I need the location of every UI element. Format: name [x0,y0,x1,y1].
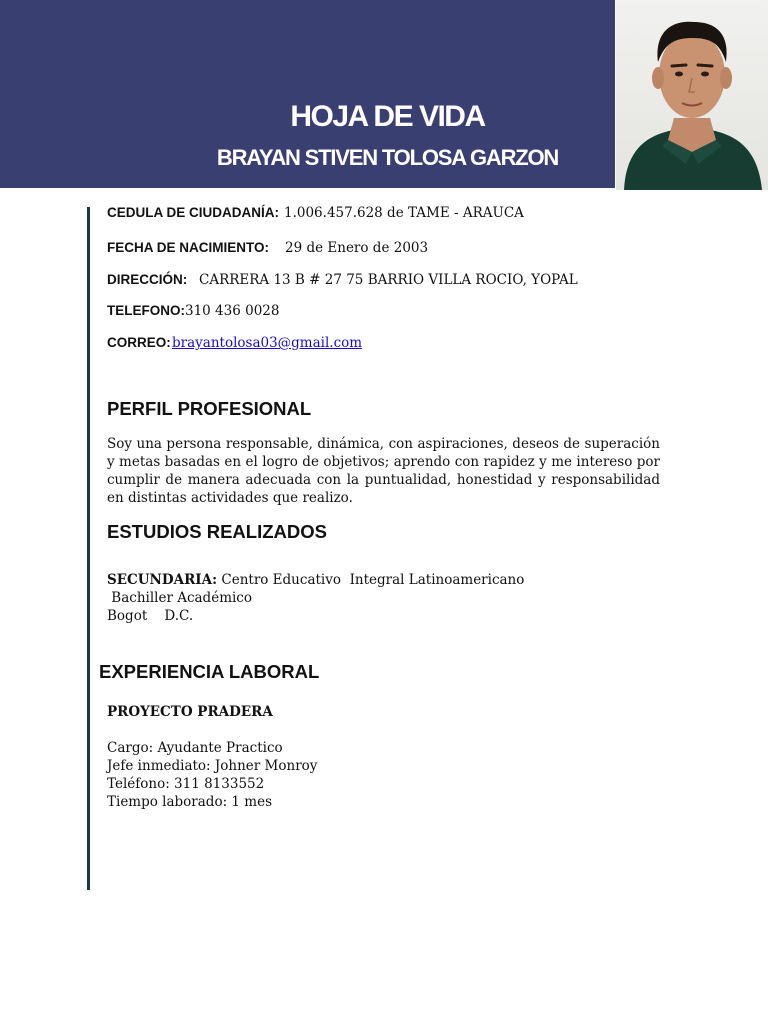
experience-heading: EXPERIENCIA LABORAL [99,661,320,682]
profile-heading: PERFIL PROFESIONAL [107,398,312,419]
person-name: BRAYAN STIVEN TOLOSA GARZON [216,145,559,170]
email-link[interactable]: brayantolosa03@gmail.com [172,335,363,351]
experience-time: Tiempo laborado: 1 mes [107,794,273,810]
cedula-value: 1.006.457.628 de TAME - ARAUCA [284,205,524,221]
studies-school-line [107,572,524,588]
birth-value: 29 de Enero de 2003 [285,240,429,256]
left-accent-line [87,207,90,890]
experience-boss: Jefe inmediato: Johner Monroy [107,758,318,774]
experience-company: PROYECTO PRADERA [107,704,273,720]
person-portrait-icon [616,0,768,190]
experience-cargo: Cargo: Ayudante Practico [107,740,283,756]
document-title: HOJA DE VIDA [290,100,485,133]
birth-label: FECHA DE NACIMIENTO: [107,240,269,255]
experience-phone: Teléfono: 311 8133552 [107,776,265,792]
studies-degree: Bachiller Académico [107,590,252,606]
email-label: CORREO: [107,335,171,350]
studies-heading: ESTUDIOS REALIZADOS [107,521,327,542]
studies-school: Centro Educativo Integral Latinoamericano [221,572,525,588]
phone-value: 310 436 0028 [185,303,280,319]
studies-level-label: SECUNDARIA: [107,572,218,588]
address-value: CARRERA 13 B # 27 75 BARRIO VILLA ROCIO, YOPAL [199,272,578,288]
cedula-label: CEDULA DE CIUDADANÍA: [107,205,279,220]
phone-label: TELEFONO: [107,303,185,318]
studies-city: Bogot D.C. [107,608,194,624]
profile-photo [616,0,768,190]
address-label: DIRECCIÓN: [107,272,188,287]
profile-text: Soy una persona responsable, dinámica, con aspiraciones, deseos de superación y metas basadas en el logro de objetivos; aprendo con rapidez y me intereso por cumplir de manera adecuada con la puntualidad, honestidad y responsabilidad en distintas actividades que realizo. [107,436,660,506]
